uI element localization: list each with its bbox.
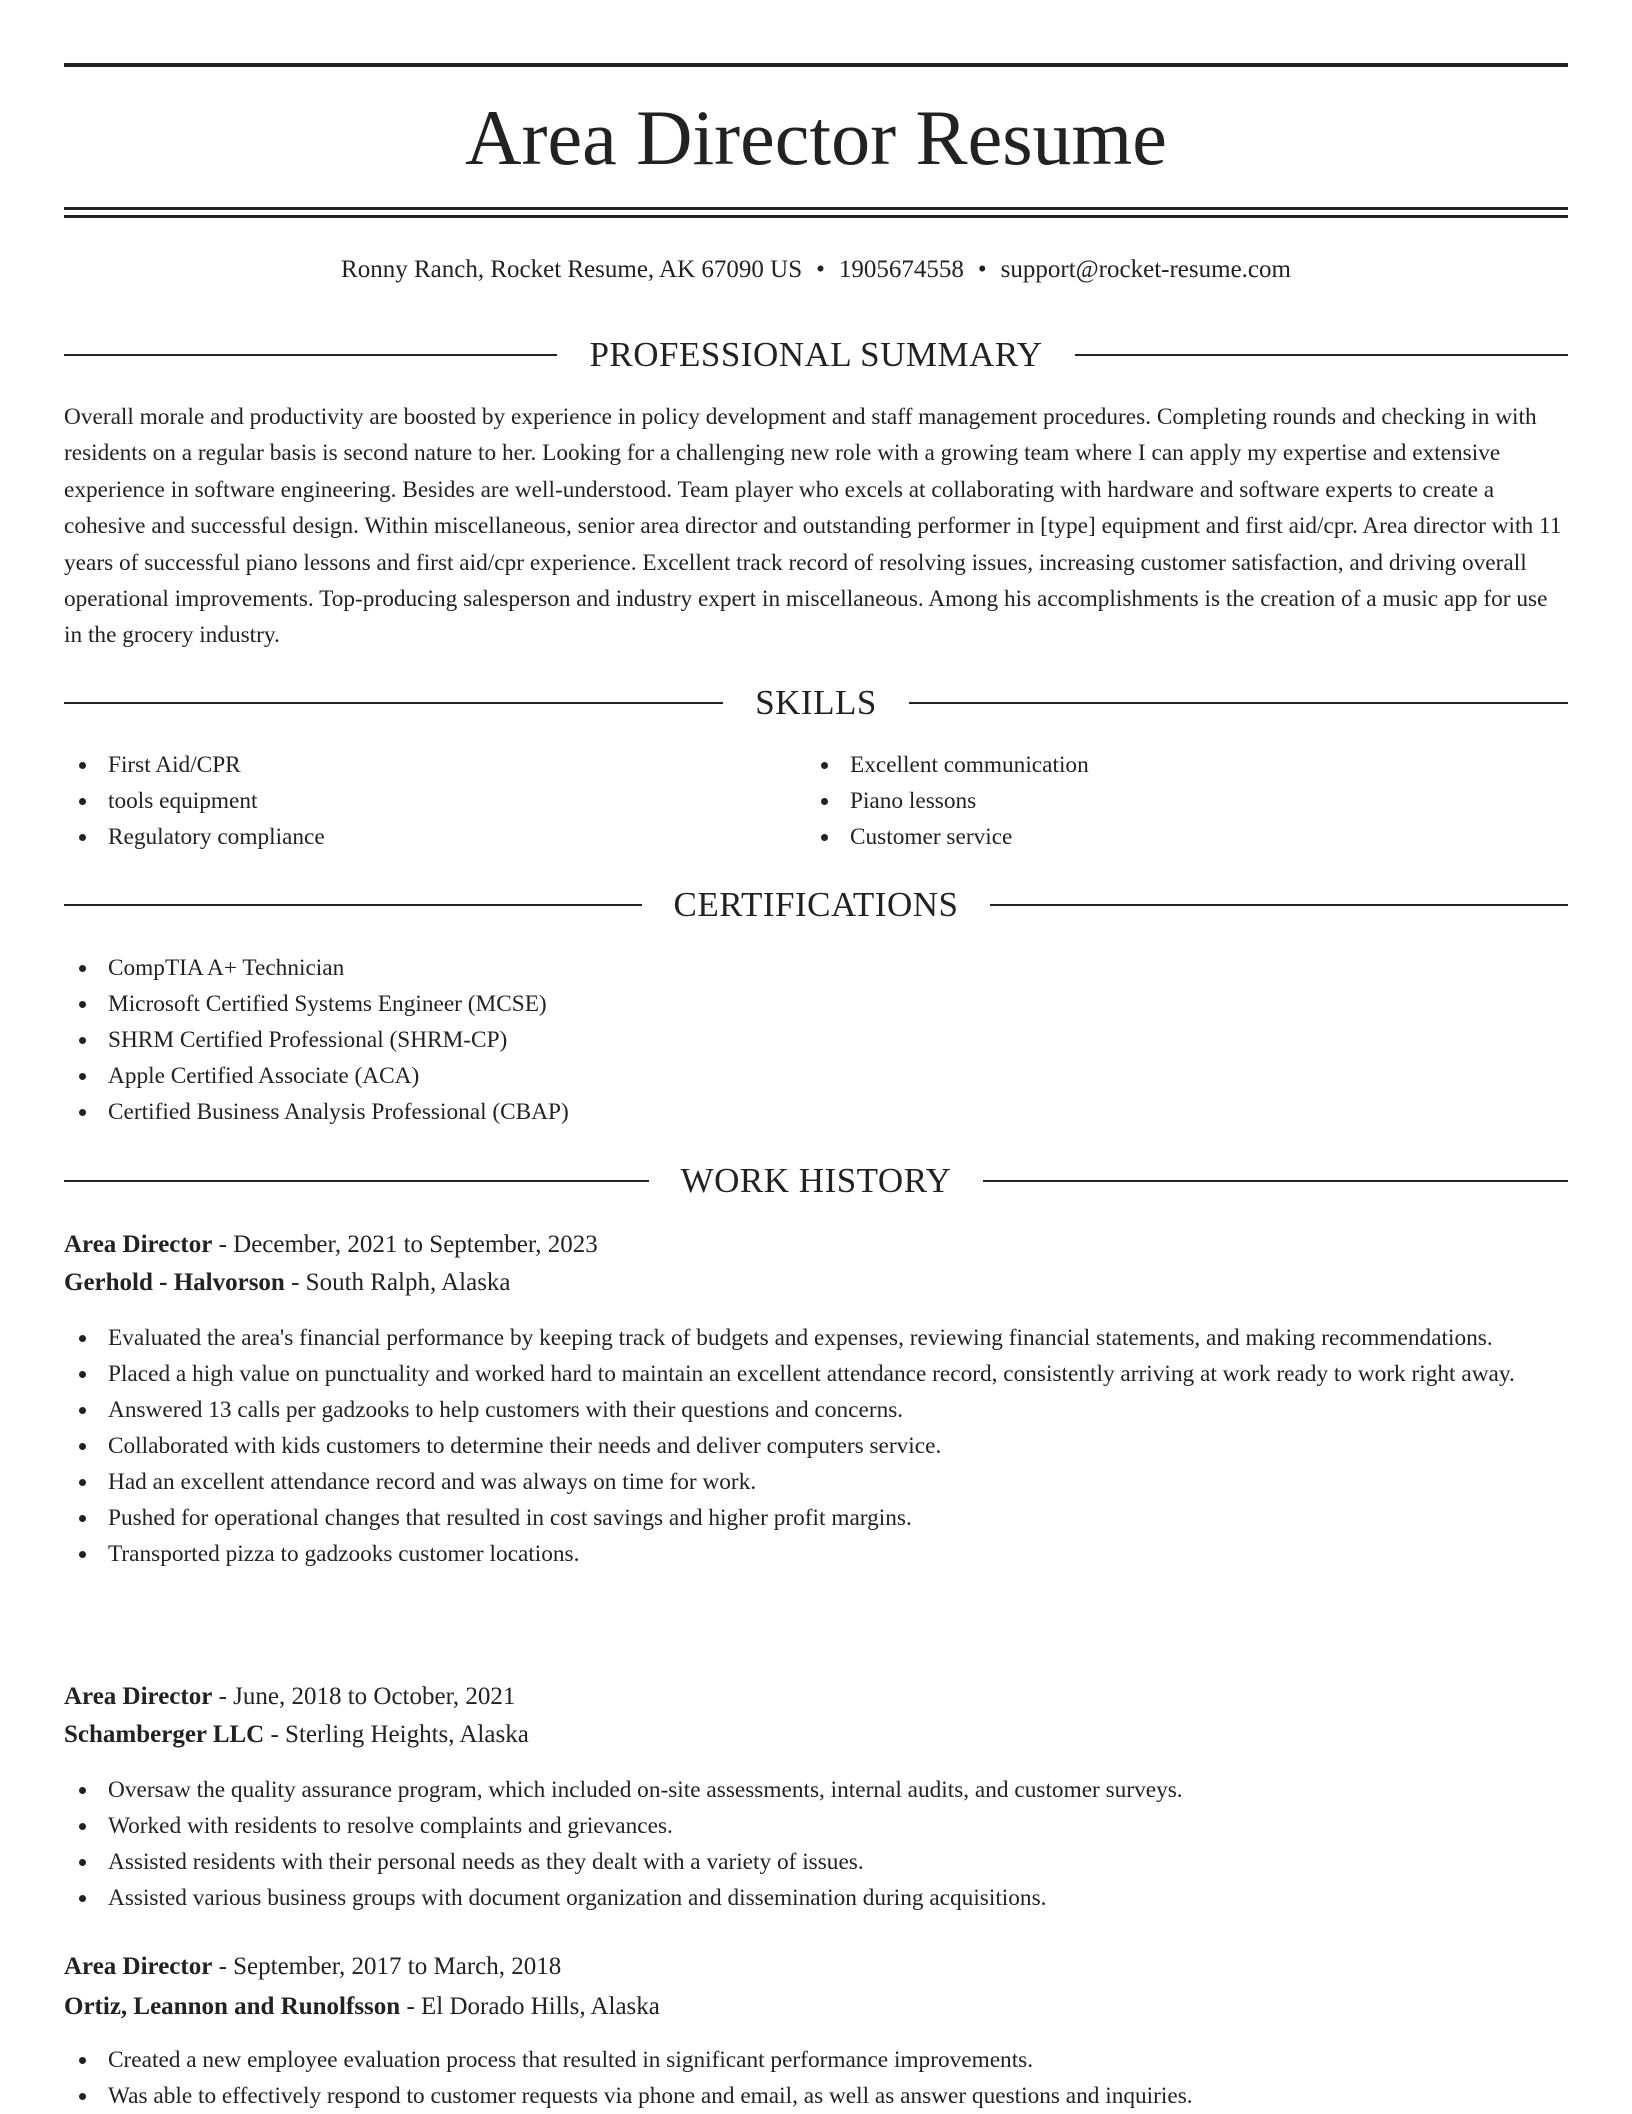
divider	[64, 354, 557, 356]
skill-item: Customer service	[806, 819, 1546, 855]
job-dates: - September, 2017 to March, 2018	[218, 1953, 562, 1980]
job-title: Area Director	[64, 1683, 213, 1710]
job-title: Area Director	[64, 1231, 213, 1258]
job-dates: - June, 2018 to October, 2021	[218, 1683, 516, 1710]
skill-item: Regulatory compliance	[64, 819, 804, 855]
job-title-line	[64, 1678, 1568, 1716]
divider	[990, 904, 1568, 906]
skills-heading: SKILLS	[755, 683, 877, 722]
job-company-line	[64, 1716, 1568, 1754]
job-dates: - December, 2021 to September, 2023	[218, 1231, 598, 1258]
contact-address: Ronny Ranch, Rocket Resume, AK 67090 US	[341, 256, 803, 283]
contact-phone: 1905674558	[838, 256, 964, 283]
skills-list-left	[64, 747, 804, 855]
job-duty-item: Placed a high value on punctuality and worked hard to maintain an excellent attendance record, consistently arriving at work ready to work right away.	[64, 1356, 1568, 1392]
skills-section-header	[64, 680, 1568, 726]
contact-line	[64, 252, 1568, 288]
job-duties-list	[64, 1320, 1568, 1572]
job-duties-list	[64, 2042, 1568, 2114]
skill-item: First Aid/CPR	[64, 747, 804, 783]
job-location: - El Dorado Hills, Alaska	[406, 1993, 660, 2020]
job-location: - South Ralph, Alaska	[291, 1269, 511, 1296]
skills-list-right	[806, 747, 1546, 855]
job-duty-item: Was able to effectively respond to customer requests via phone and email, as well as answer questions and inquiries.	[64, 2078, 1568, 2114]
job-company-line	[64, 1988, 1568, 2026]
certification-item: Apple Certified Associate (ACA)	[64, 1058, 1568, 1094]
job-location: - Sterling Heights, Alaska	[270, 1721, 529, 1748]
contact-separator: •	[977, 256, 987, 283]
job-duty-item: Pushed for operational changes that resulted in cost savings and higher profit margins.	[64, 1500, 1568, 1536]
divider	[64, 904, 642, 906]
job-duty-item: Evaluated the area's financial performance by keeping track of budgets and expenses, reviewing financial statements, and making recommendations.	[64, 1320, 1568, 1356]
job-duty-item: Answered 13 calls per gadzooks to help customers with their questions and concerns.	[64, 1392, 1568, 1428]
top-rule	[64, 63, 1568, 67]
job-title: Area Director	[64, 1953, 213, 1980]
certification-item: CompTIA A+ Technician	[64, 950, 1568, 986]
job-duty-item: Collaborated with kids customers to determine their needs and deliver computers service.	[64, 1428, 1568, 1464]
contact-separator: •	[816, 256, 825, 283]
job-duty-item: Transported pizza to gadzooks customer locations.	[64, 1536, 1568, 1572]
job-duty-item: Created a new employee evaluation process that resulted in significant performance improvements.	[64, 2042, 1568, 2078]
divider	[983, 1180, 1568, 1182]
divider	[1075, 354, 1568, 356]
skill-item: tools equipment	[64, 783, 804, 819]
summary-text: Overall morale and productivity are boosted by experience in policy development and staff management procedures. Completing rounds and checking in with residents on a regular basis is second nature to her. Looking for a challenging new role with a growing team where I can apply my expertise and extensive experience in software engineering. Besides are well-understood. Team player who excels at collaborating with hardware and software experts to create a cohesive and successful design. Within miscellaneous, senior area director and outstanding performer in [type] equipment and first aid/cpr. Area director with 11 years of successful piano lessons and first aid/cpr experience. Excellent track record of resolving issues, increasing customer satisfaction, and driving overall operational improvements. Top-producing salesperson and industry expert in miscellaneous. Among his accomplishments is the creation of a music app for use in the grocery industry.	[64, 404, 1562, 649]
contact-email: support@rocket-resume.com	[1000, 256, 1291, 283]
divider	[64, 1180, 649, 1182]
job-title-line	[64, 1948, 1568, 1986]
certification-item: Microsoft Certified Systems Engineer (MCSE)	[64, 986, 1568, 1022]
work-history-heading: WORK HISTORY	[680, 1161, 952, 1200]
divider	[64, 702, 723, 704]
job-company-line	[64, 1264, 1568, 1302]
divider	[909, 702, 1568, 704]
job-company: Gerhold - Halvorson	[64, 1269, 285, 1296]
title-rule-lower	[64, 215, 1568, 218]
certification-item: Certified Business Analysis Professional (CBAP)	[64, 1094, 1568, 1130]
work-history-section-header	[64, 1158, 1568, 1204]
job-duty-item: Oversaw the quality assurance program, which included on-site assessments, internal audits, and customer surveys.	[64, 1772, 1568, 1808]
job-duty-item: Assisted various business groups with document organization and dissemination during acquisitions.	[64, 1880, 1568, 1916]
job-company: Schamberger LLC	[64, 1721, 265, 1748]
job-duty-item: Worked with residents to resolve complaints and grievances.	[64, 1808, 1568, 1844]
certification-item: SHRM Certified Professional (SHRM-CP)	[64, 1022, 1568, 1058]
certifications-list	[64, 950, 1568, 1130]
certifications-heading: CERTIFICATIONS	[673, 885, 959, 924]
skill-item: Excellent communication	[806, 747, 1546, 783]
job-title-line	[64, 1226, 1568, 1264]
title-rule-upper	[64, 207, 1568, 210]
job-duty-item: Had an excellent attendance record and was always on time for work.	[64, 1464, 1568, 1500]
job-duties-list	[64, 1772, 1568, 1916]
resume-title: Area Director Resume	[465, 94, 1167, 181]
summary-heading: PROFESSIONAL SUMMARY	[589, 335, 1043, 374]
skill-item: Piano lessons	[806, 783, 1546, 819]
certifications-section-header	[64, 882, 1568, 928]
summary-section-header	[64, 332, 1568, 378]
job-company: Ortiz, Leannon and Runolfsson	[64, 1993, 401, 2020]
job-duty-item: Assisted residents with their personal needs as they dealt with a variety of issues.	[64, 1844, 1568, 1880]
